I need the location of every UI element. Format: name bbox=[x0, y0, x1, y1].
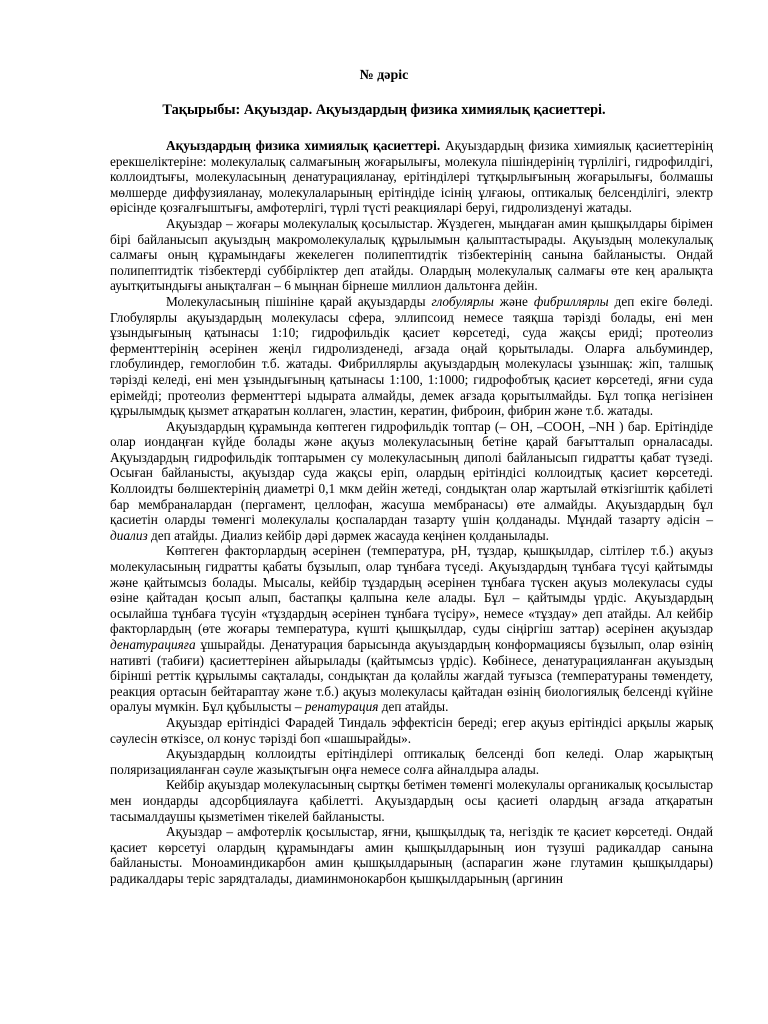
paragraph-text: және bbox=[493, 293, 534, 309]
italic-term: глобулярлы bbox=[431, 293, 494, 309]
paragraph-lead-heading: Ақуыздардың физика химиялық қасиеттері. bbox=[166, 138, 441, 153]
paragraph-text: деп атайды. Диализ кейбір дәрі дәрмек жасауда кеңінен қолданылады. bbox=[147, 527, 549, 543]
paragraph-text: ұшырайды. Денатурация барысында ақуыздардың конформациясы бұзылып, олар өзінің нативті (табиғи) қасиеттерінен айырылады (қайтымсыз үрдіс). Көбінесе, денатурацияланған ақуыздың бірінші реттік құрылымы сақталады, сондықтан да қолайлы жағдай туғызса (температураны төмендету, реакция ортасын бейтараптау және т.б.) ақуыз молекуласы қайтадан өзінің биологиялық белсенді күйіне оралуы мүмкін. Бұл құбылысты – bbox=[110, 637, 713, 715]
paragraph: Кейбір ақуыздар молекуласының сыртқы бетімен төменгі молекулалы органикалық қосылыстар мен иондарды адсорбциялауға қабілетті. Ақуыздардың осы қасиеті олардың ағзада атқаратын тасымалдаушы қызметімен тікелей байланысты. bbox=[110, 777, 713, 824]
paragraph: Ақуыздардың коллоидты ерітінділері оптикалық белсенді боп келеді. Олар жарықтың поляризацияланған сәуле жазықтығын оңға немесе солға айналдыра алады. bbox=[110, 746, 713, 777]
paragraph bbox=[110, 543, 713, 715]
paragraph bbox=[110, 294, 713, 419]
paragraph bbox=[110, 419, 713, 544]
document-body bbox=[110, 138, 713, 887]
paragraph-text: Көптеген факторлардың әсерінен (температура, pH, тұздар, қышқылдар, сілтілер т.б.) ақуыз молекуласының гидратты қабаты бұзылып, олар тұнбаға түседі. Ақуыздардың тұнбаға түсуі қайтымды және қайтымсыз болады. Мысалы, кейбір тұздардың әсерінен тұнбаға түскен ақуыз молекуласы суды өзіне қайтадан қосып алып, бастапқы қалпына келе алады. Бұл – қайтымды үрдіс. Ақуыздардың осылайша тұнбаға түсуін «тұздардың әсерінен тұнбаға түсіру», немесе «тұздау» деп атайды. Ал кейбір факторлардың (өте жоғары температура, күшті қышқылдар, суды сіңіргіш заттар) әсерінен ақуыздар bbox=[110, 543, 713, 637]
paragraph: Ақуыздар – жоғары молекулалық қосылыстар. Жүздеген, мыңдаған амин қышқылдары бірімен бірі байланысып ақуыздың макромолекулалық құрылымын қалыптастырады. Ақуыздың молекулалық салмағы оның құрамындағы жекелеген полипептидтік тізбектерінің санына байланысты. Ондай полипептидтік тізбектерді суббірліктер деп атайды. Олардың молекулалық салмағы өте кең аралықта ауытқитындығы анықталған – 6 мыңнан бірнеше миллион дальтонға дейін. bbox=[110, 215, 713, 294]
paragraph: Ақуыздар – амфотерлік қосылыстар, яғни, қышқылдық та, негіздік те қасиет көрсетеді. Ондай қасиет көрсетуі олардың құрамындағы амин қышқылдарының ион түзуші радикалдар санына байланысты. Моноаминдикарбон амин қышқылдарының (аспарагин және глутамин қышқылдары) радикалдары теріс зарядталады, диаминмонокарбон қышқылдарының (аргинин bbox=[110, 824, 713, 886]
paragraph-text: деп атайды. bbox=[378, 699, 449, 715]
italic-term: диализ bbox=[110, 527, 148, 543]
italic-term: ренатурация bbox=[304, 699, 379, 715]
paragraph-text: Молекуласының пішініне қарай ақуыздарды bbox=[166, 293, 432, 309]
topic-title: Тақырыбы: Ақуыздар. Ақуыздардың физика химиялық қасиеттері. bbox=[162, 102, 606, 118]
paragraph-text: деп екіге бөледі. Глобулярлы ақуыздардың молекуласы сфера, эллипсоид немесе таяқша тәрізді болады, ені мен ұзындығының қатынасы 1:10; гидрофильдік қасиет көрсетеді, суда жақсы ериді; протеолиз ферменттерінің әсерінен жеңіл гидролизденеді, ағзада оңай қорытылады. Оларға альбуминдер, глобулиндер, гемоглобин т.б. жатады. Фибриллярлы ақуыздардың молекуласы ұзыншақ: жіп, талшық тәрізді келеді, ені мен ұзындығының қатынасы 1:100, 1:1000; гидрофобтық қасиет көрсетеді, яғни суда ерімейді; протеолиз ферменттері ыдырата алмайды, демек ағзада қорытылмайды. Бұл топқа негізінен құрылымдық қызмет атқаратын коллаген, эластин, кератин, фиброин, фибрин және т.б. жатады. bbox=[110, 293, 713, 419]
paragraph-text: Ақуыздардың құрамында көптеген гидрофильдік топтар (– OH, –COOH, –NH ) бар. Ерітіндіде олар иондаңған күйде болады және ақуыз молекуласының бетіне қарай бағытталып орналасады. Ақуыздардың гидрофильдік топтарымен су молекуласының диполі байланысып гидратты қабат түзеді. Осыған байланысты, ақуыздар суда жақсы еріп, олардың ерітіндісі коллоидтық қасиет көрсетеді. Коллоидты бөлшектерінің диаметрі 0,1 мкм дейін жетеді, сондықтан олар жартылай өткізгіштік қабілеті бар мембраналардан (пергамент, целлофан, жасуша мембранасы) өте алмайды. Ақуыздардың бұл қасиетін оларды төменгі молекулалы қоспалардан тазарту үшін қолданады. Мұндай тазарту әдісін – bbox=[110, 418, 713, 528]
italic-term: фибриллярлы bbox=[533, 293, 609, 309]
paragraph: Ақуыздар ерітіндісі Фарадей Тиндаль эффектісін береді; егер ақуыз ерітіндісі арқылы жарық сәулесін өткізсе, ол конус тәрізді боп «шашырайды». bbox=[110, 714, 713, 746]
paragraph bbox=[110, 138, 713, 216]
lesson-title: № дәріс bbox=[359, 68, 409, 83]
italic-term: денатурацияға bbox=[110, 637, 196, 652]
paragraph-text: Ақуыздардың физика химиялық қасиеттерінің ерекшеліктеріне: молекулалық салмағының жоғарылығы, молекула пішіндерінің түрлілігі, гидрофилдігі, коллоидтығы, молекулаcының денатурацияланау, ерітінділері тұтқырлығының жоғарылығы, болмашы мөлшерде диффузияланау, молекулаларының ерітіндіде ісінің ұлғаюы, оптикалық белсенділігі, электр өрісінде қозғалғыштығы, амфотерлігі, түрлі түсті реакцияларі беруі, гидролизденуі жатады. bbox=[110, 138, 713, 216]
